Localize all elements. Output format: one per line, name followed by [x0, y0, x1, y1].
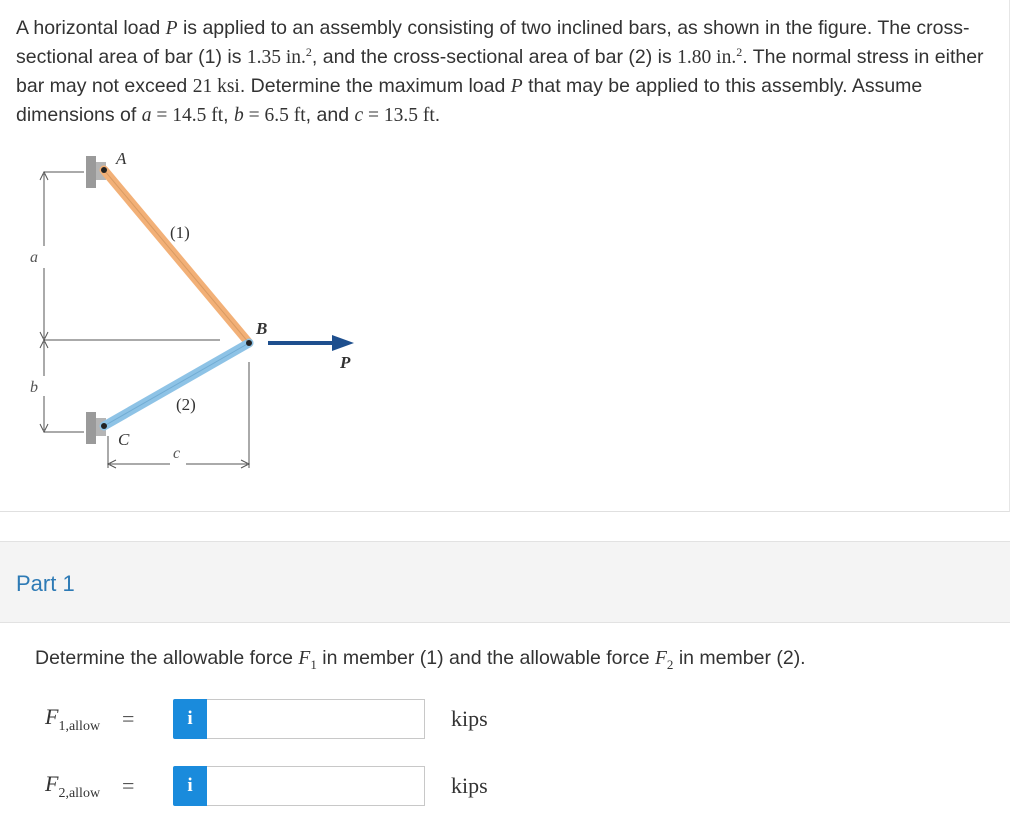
problem-text-6: that may be applied to this assembly. Assume dimensions of	[16, 75, 923, 126]
load-arrow	[268, 335, 354, 351]
area1: 1.35 in.$^2$	[246, 45, 312, 68]
assembly-figure	[20, 140, 380, 480]
label-c: C	[118, 430, 130, 449]
problem-text-4: . The normal stress in either bar may not exceed	[16, 46, 984, 97]
dim-b-label: b	[30, 379, 38, 396]
var-P-2: P	[510, 76, 523, 97]
dim-a-label: a	[30, 249, 38, 266]
unit-label-f2: kips	[451, 773, 488, 798]
info-icon[interactable]: i	[173, 766, 207, 806]
problem-text-2: is applied to an assembly consisting of two inclined bars, as shown in the figure. The cross-sectional area of bar (1) is	[16, 17, 970, 68]
problem-statement: A horizontal load P is applied to an assembly consisting of two inclined bars, as shown in the figure. The cross-sectional area of bar (1) is 1.35 in.$^2$, and the cross-sectional area of bar (2) is 1.80 in.$^2$. The normal stress in either bar may not exceed 21 ksi. Determine the maximum load P that may be applied to this assembly. Assume dimensions of a = 14.5 ft, b = 6.5 ft, and c = 13.5 ft.	[16, 17, 984, 126]
label-bar-1: (1)	[170, 223, 190, 242]
problem-text-5: . Determine the maximum load	[239, 75, 511, 97]
dim-a-value: 14.5 ft	[172, 105, 224, 126]
answer-label-f2: $F_{2,allow}$	[45, 771, 101, 801]
answer-label-f1: $F_{1,allow}$	[45, 704, 101, 734]
problem-text-1: A horizontal load	[16, 17, 166, 39]
label-b: B	[256, 319, 268, 338]
dim-b-value: 6.5 ft	[264, 105, 306, 126]
area2: 1.80 in.$^2$	[677, 45, 743, 68]
label-bar-2: (2)	[176, 395, 196, 414]
f1-allow-input[interactable]	[207, 699, 425, 739]
part-header	[0, 541, 1010, 623]
dim-c-value: 13.5 ft	[383, 105, 435, 126]
info-icon[interactable]: i	[173, 699, 207, 739]
equals-sign: =	[122, 706, 135, 731]
answer-row-f2	[0, 765, 520, 807]
label-a: A	[116, 149, 127, 168]
part-instruction: Determine the allowable force $F_1$ in member (1) and the allowable force $F_2$ in member (2).	[35, 647, 806, 672]
label-p: P	[340, 353, 351, 372]
var-F1: F	[298, 648, 311, 669]
f2-allow-input[interactable]	[207, 766, 425, 806]
unit-label-f1: kips	[451, 706, 488, 731]
problem-text-3: , and the cross-sectional area of bar (2) is	[311, 46, 678, 68]
var-F2: F	[654, 648, 667, 669]
pin-a	[101, 167, 107, 173]
equals-sign: =	[122, 773, 135, 798]
part-body	[0, 623, 1010, 825]
part-title: Part 1	[16, 571, 75, 596]
stress-limit: 21 ksi	[192, 76, 240, 97]
pin-b	[246, 340, 252, 346]
dim-c-label: c	[173, 445, 181, 462]
answer-row-f1	[0, 698, 520, 740]
var-P: P	[165, 18, 178, 39]
pin-c	[101, 423, 107, 429]
